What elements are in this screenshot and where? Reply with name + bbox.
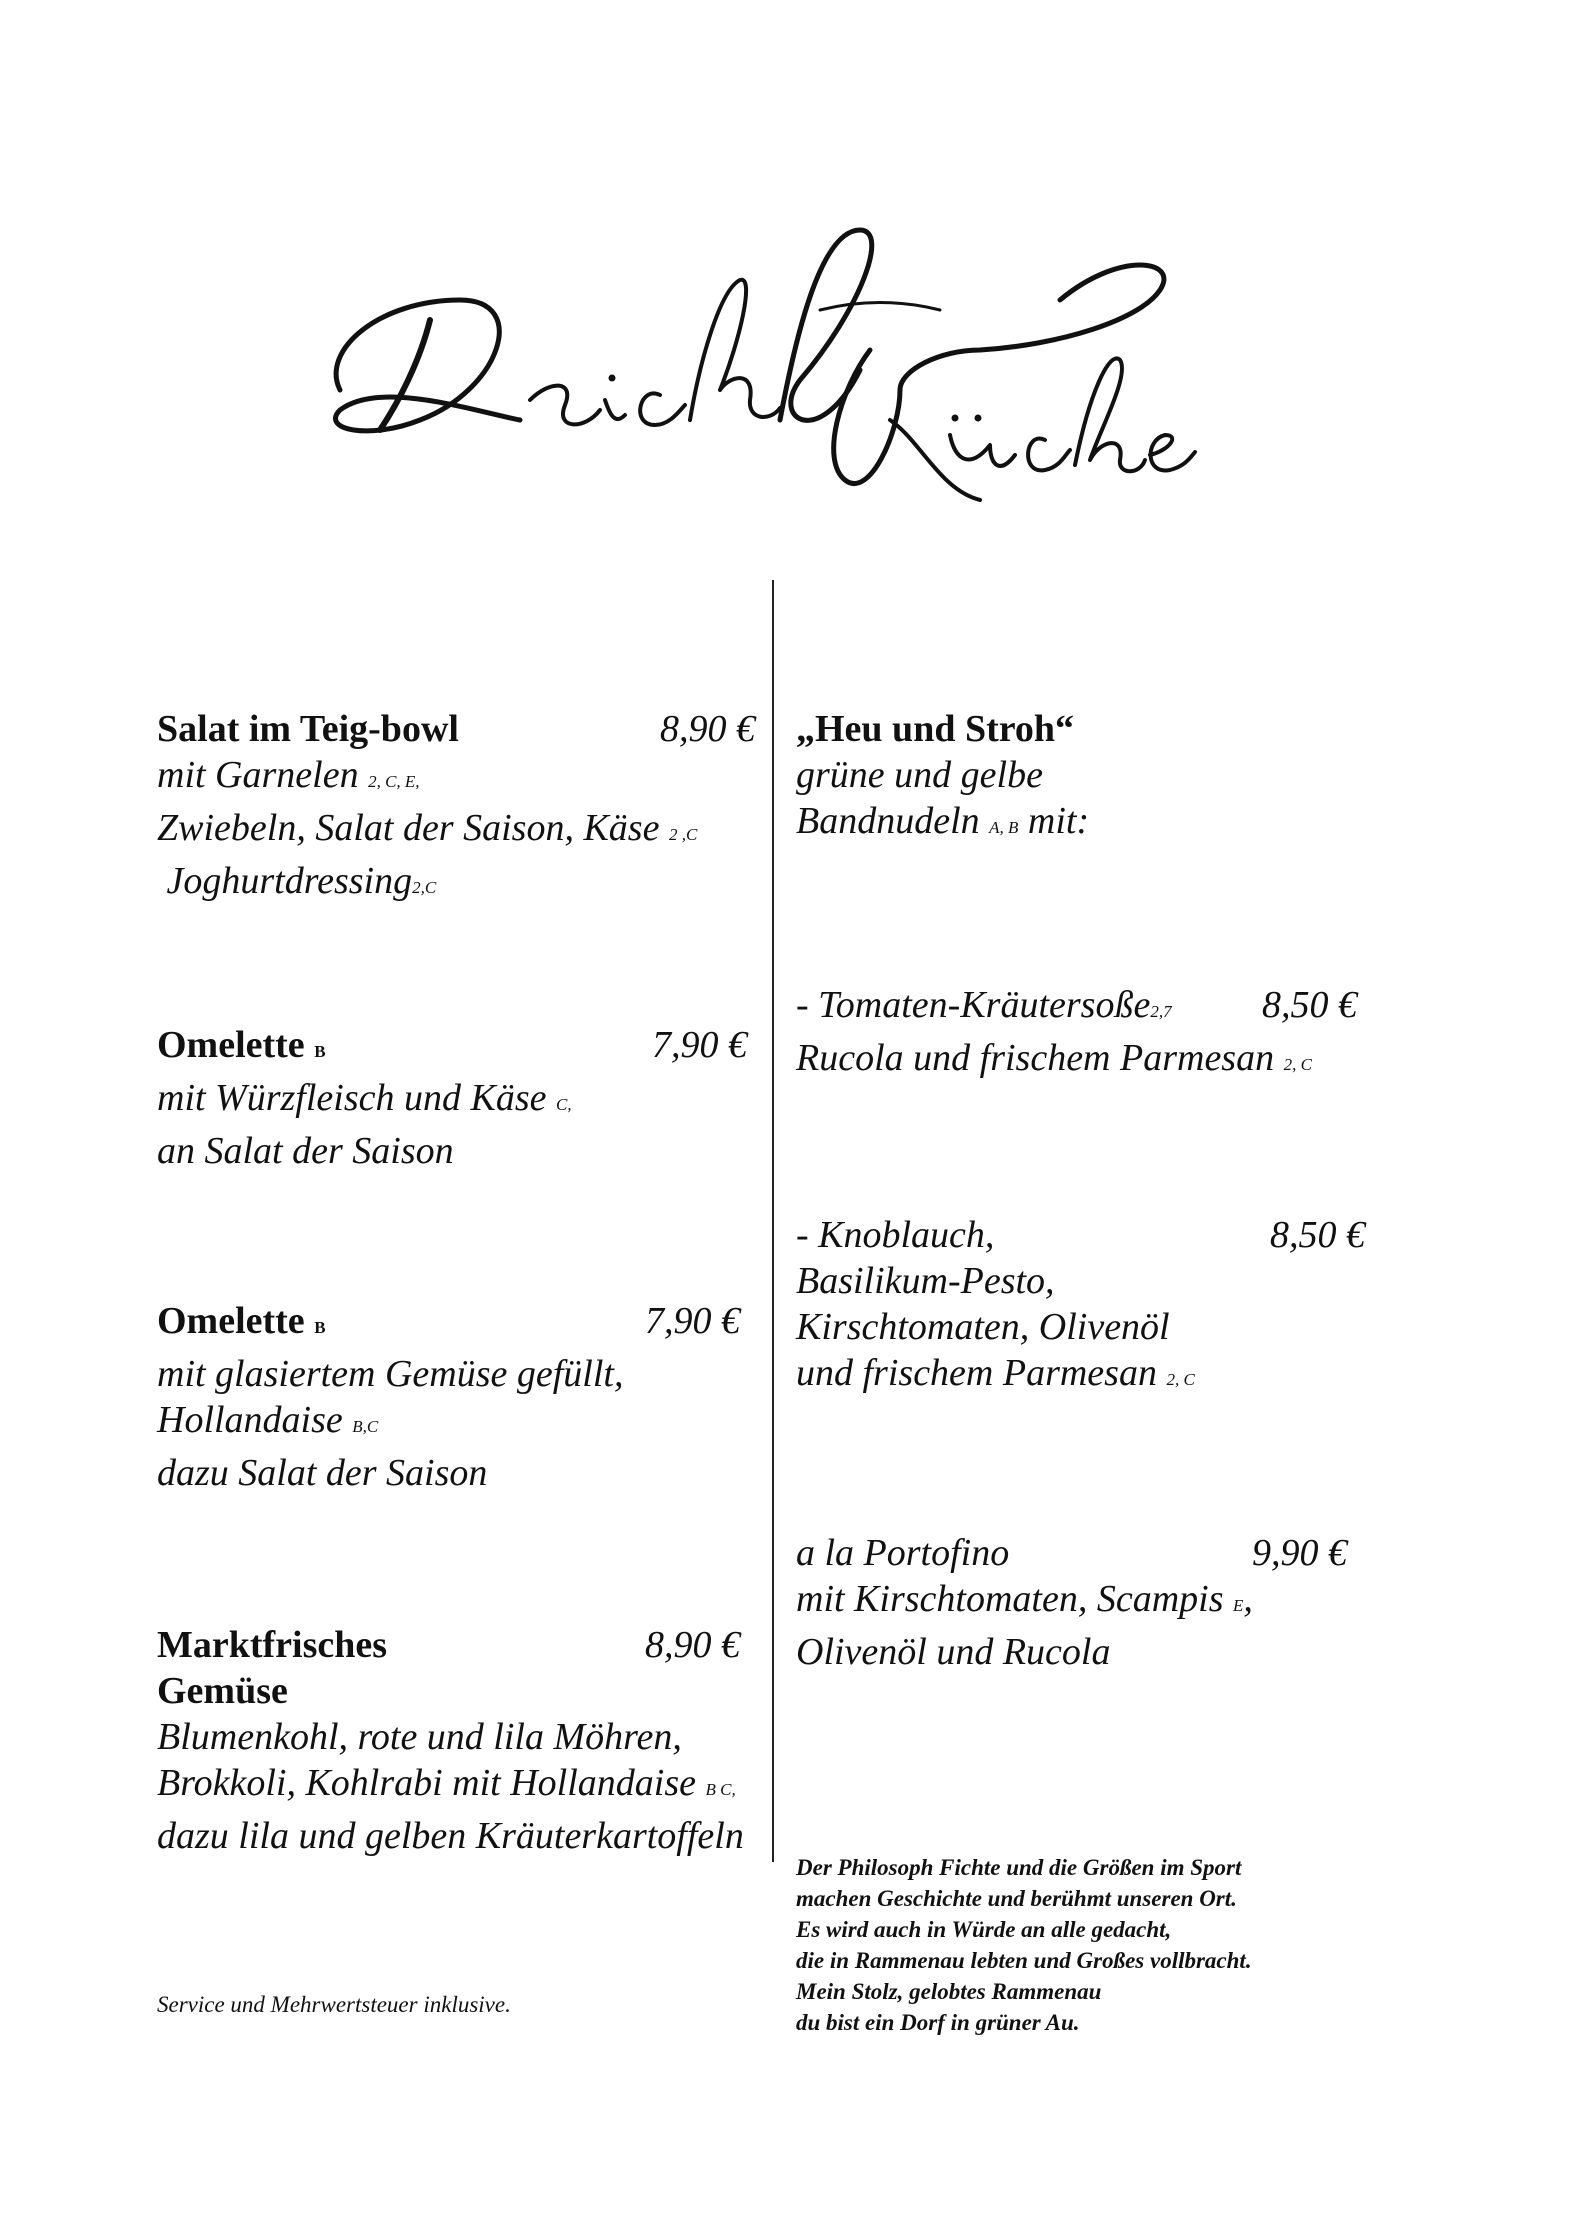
poem-line: Mein Stolz, gelobtes Rammenau (796, 1979, 1102, 2004)
column-divider (772, 580, 774, 1862)
menu-item-gemuese: Marktfrisches Gemüse Blumenkohl, rote und lila Möhren, Brokkoli, Kohlrabi mit Hollandaise B C, dazu lila und gelben Kräuterkartoffeln (157, 1624, 744, 1857)
option-knoblauch: - Knoblauch, Basilikum-Pesto, Kirschtomaten, Olivenöl und frischem Parmesan 2, C (796, 1214, 1195, 1394)
price-knoblauch: 8,50 € (1270, 1214, 1365, 1256)
menu-item-omelette-1: Omelette B mit Würzfleisch und Käse C, an Salat der Saison (157, 1024, 572, 1172)
service-note: Service und Mehrwertsteuer inklusive. (157, 1992, 511, 2017)
price-omelette-2: 7,90 € (645, 1300, 740, 1342)
price-omelette-1: 7,90 € (652, 1024, 747, 1066)
poem-line: Es wird auch in Würde an alle gedacht, (796, 1917, 1172, 1942)
item-name: Salat im Teig-bowl (157, 708, 459, 750)
poem-line: machen Geschichte und berühmt unseren Ort. (796, 1886, 1237, 1911)
poem-line: Der Philosoph Fichte und die Größen im Sport (796, 1855, 1242, 1880)
price-gemuese: 8,90 € (645, 1624, 740, 1666)
village-poem (796, 1852, 1252, 2038)
price-salat: 8,90 € (660, 708, 755, 750)
option-portofino: a la Portofino mit Kirschtomaten, Scampis E, Olivenöl und Rucola (796, 1532, 1253, 1673)
option-tomaten: - Tomaten-Kräutersoße2,7 Rucola und frischem Parmesan 2, C (796, 984, 1312, 1079)
poem-line: du bist ein Dorf in grüner Au. (796, 2010, 1080, 2035)
menu-item-heu-und-stroh: „Heu und Stroh“ grüne und gelbe Bandnudeln A, B mit: (796, 708, 1090, 842)
menu-item-omelette-2: Omelette B mit glasiertem Gemüse gefüllt, Hollandaise B,C dazu Salat der Saison (157, 1300, 624, 1494)
price-portofino: 9,90 € (1252, 1532, 1347, 1574)
title-calligraphy (300, 190, 1200, 570)
price-tomaten: 8,50 € (1262, 984, 1357, 1026)
poem-line: die in Rammenau lebten und Großes vollbracht. (796, 1948, 1252, 1973)
menu-item-salat: Salat im Teig-bowl mit Garnelen 2, C, E, Zwiebeln, Salat der Saison, Käse 2 ,C Joghurtdressing2,C (157, 708, 698, 902)
